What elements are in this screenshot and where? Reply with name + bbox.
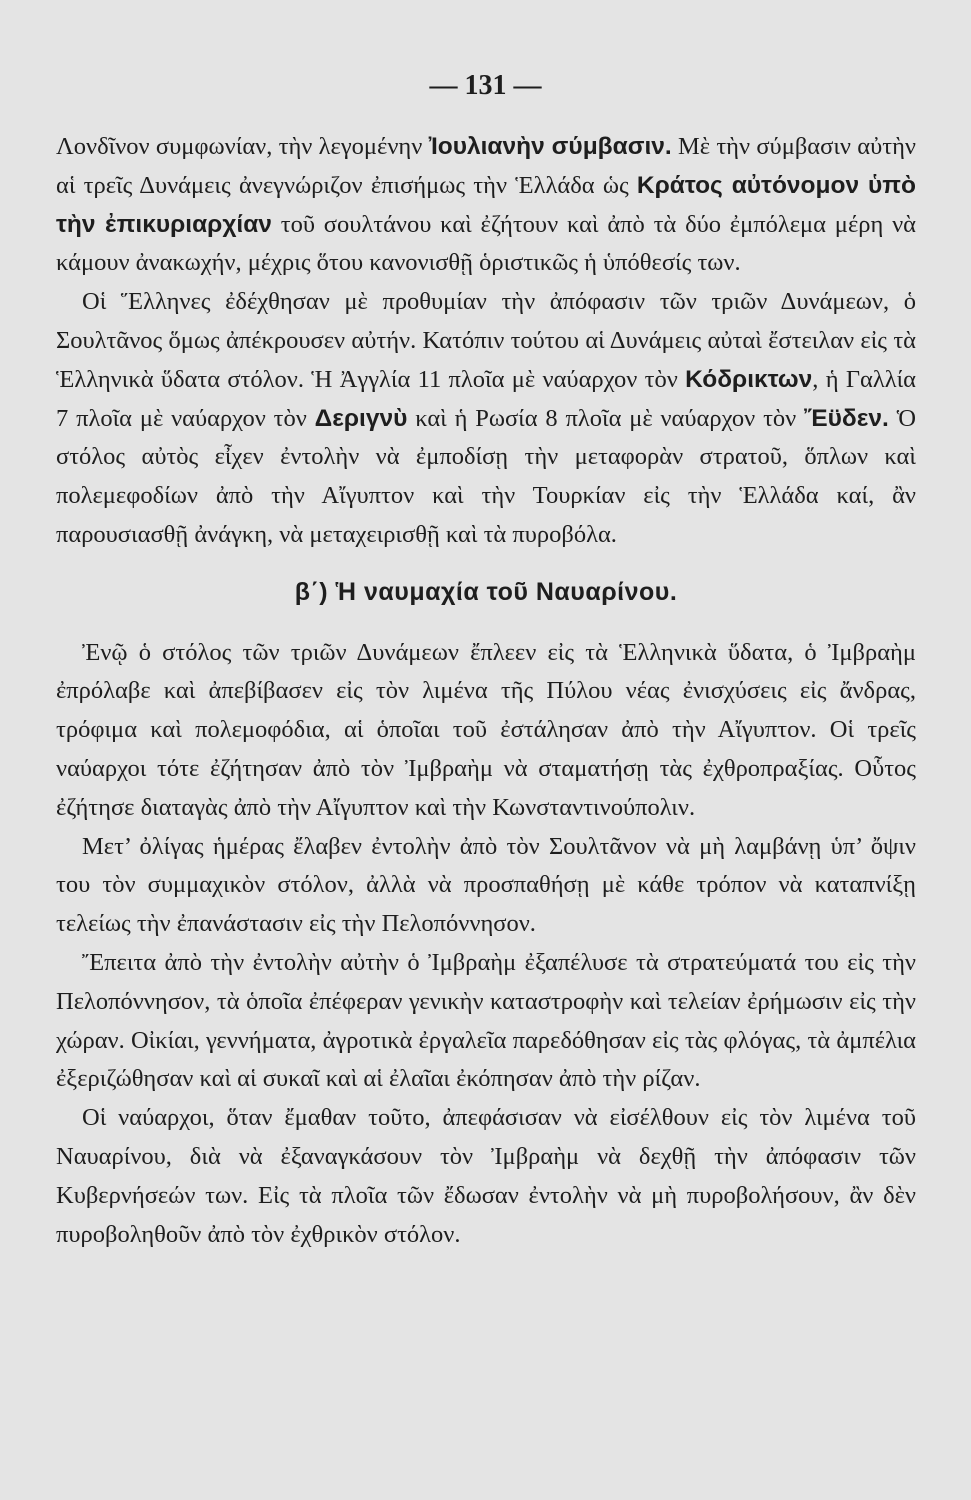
text-segment: Λονδῖνον συμφωνίαν, τὴν λεγομένην [56, 133, 429, 160]
paragraph-4 [56, 828, 916, 944]
text-segment: Μὲ τὴν σύμβασιν αὐτὴν αἱ τρεῖς Δυνάμεις ἀνεγνώριζον ἐπισήμως τὴν Ἑλλάδα ὡς [56, 133, 916, 199]
text-bold: Ἔϋδεν. [804, 404, 889, 432]
text-segment: Οἱ Ἕλληνες ἐδέχθησαν μὲ προθυμίαν τὴν ἀπόφασιν τῶν τριῶν Δυνάμεων, ὁ Σουλτᾶνος ὅμως ἀπέκρουσεν αὐτήν. Κατόπιν τούτου αἱ Δυνάμεις αὐταὶ ἔστειλαν εἰς τὰ Ἑλληνικὰ ὕδατα στόλον. Ἡ Ἀγγλία 11 πλοῖα μὲ ναύαρχον τὸν [56, 288, 916, 393]
paragraph-6 [56, 1099, 916, 1254]
text-segment: Μετ’ ὀλίγας ἡμέρας ἔλαβεν ἐντολὴν ἀπὸ τὸν Σουλτᾶνον νὰ μὴ λαμβάνῃ ὑπ’ ὄψιν του τὸν συμμαχικὸν στόλον, ἀλλὰ νὰ προσπαθήσῃ μὲ κάθε τρόπον νὰ καταπνίξῃ τελείως τὴν ἐπανάστασιν εἰς τὴν Πελοπόννησον. [56, 832, 916, 938]
text-segment: Ἔπειτα ἀπὸ τὴν ἐντολὴν αὐτὴν ὁ Ἰμβραὴμ ἐξαπέλυσε τὰ στρατεύματά του εἰς τὴν Πελοπόννησον, τὰ ὁποῖα ἐπέφεραν γενικὴν καταστροφὴν καὶ τελείαν ἐρήμωσιν εἰς τὴν χώραν. Οἰκίαι, γεννήματα, ἀγροτικὰ ἐργαλεῖα παρεδόθησαν εἰς τὰς φλόγας, τὰ ἀμπέλια ἐξεριζώθησαν καὶ αἱ συκαῖ καὶ αἱ ἐλαῖαι ἐκόπησαν ἀπὸ τὴν ρίζαν. [56, 948, 916, 1093]
text-segment: Ὁ στόλος αὐτὸς εἶχεν ἐντολὴν νὰ ἐμποδίσῃ τὴν μεταφορὰν στρατοῦ, ὅπλων καὶ πολεμεφοδίων ἀπὸ τὴν Αἴγυπτον καὶ τὴν Τουρκίαν εἰς τὴν Ἑλλάδα καί, ἂν παρουσιασθῇ ἀνάγκη, νὰ μεταχειρισθῇ καὶ τὰ πυροβόλα. [56, 404, 916, 548]
section-heading: β΄) Ἡ ναυμαχία τοῦ Ναυαρίνου. [294, 577, 678, 606]
paragraph-2 [56, 283, 916, 555]
text-bold: Δεριγνὺ [314, 404, 408, 432]
text-segment: τοῦ σουλτάνου καὶ ἐζήτουν καὶ ἀπὸ τὰ δύο ἐμπόλεμα μέρη νὰ κάμουν ἀνακωχήν, μέχρις ὅτου κανονισθῇ ὁριστικῶς ἡ ὑπόθεσίς των. [56, 210, 916, 277]
text-bold: Ἰουλιανὴν σύμβασιν. [428, 133, 672, 160]
paragraph-5 [56, 944, 916, 1099]
page-number: — 131 — [429, 70, 542, 101]
text-bold: Κόδρικτων [685, 365, 813, 393]
text-bold: Κράτος αὐτόνομον ὑπὸ τὴν ἐπικυριαρχίαν [56, 171, 916, 238]
text-segment: Οἱ ναύαρχοι, ὅταν ἔμαθαν τοῦτο, ἀπεφάσισαν νὰ εἰσέλθουν εἰς τὸν λιμένα τοῦ Ναυαρίνου, διὰ νὰ ἐξαναγκάσουν τὸν Ἰμβραὴμ νὰ δεχθῇ τὴν ἀπόφασιν τῶν Κυβερνήσεών των. Εἰς τὰ πλοῖα τῶν ἔδωσαν ἐντολὴν νὰ μὴ πυροβολήσουν, ἂν δὲν πυροβοληθοῦν ἀπὸ τὸν ἐχθρικὸν στόλον. [56, 1104, 916, 1248]
paragraph-3 [56, 634, 916, 828]
text-segment: καὶ ἡ Ρωσία 8 πλοῖα μὲ ναύαρχον τὸν [407, 404, 805, 432]
text-segment: , ἡ Γαλλία 7 πλοῖα μὲ ναύαρχον τὸν [56, 365, 917, 432]
paragraph-1 [56, 128, 916, 283]
body-text [56, 128, 916, 1254]
text-segment: Ἐνῷ ὁ στόλος τῶν τριῶν Δυνάμεων ἔπλεεν εἰς τὰ Ἑλληνικὰ ὕδατα, ὁ Ἰμβραὴμ ἐπρόλαβε καὶ ἀπεβίβασεν εἰς τὸν λιμένα τῆς Πύλου νέας ἐνισχύσεις εἰς ἄνδρας, τρόφιμα καὶ πολεμοφόδια, αἱ ὁποῖαι τοῦ ἐστάλησαν ἀπὸ τὴν Αἴγυπτον. Οἱ τρεῖς ναύαρχοι τότε ἐζήτησαν ἀπὸ τὸν Ἰμβραὴμ νὰ σταματήσῃ τὰς ἐχθροπραξίας. Οὗτος ἐζήτησε διαταγὰς ἀπὸ τὴν Αἴγυπτον καὶ τὴν Κωνσταντινούπολιν. [56, 638, 916, 821]
